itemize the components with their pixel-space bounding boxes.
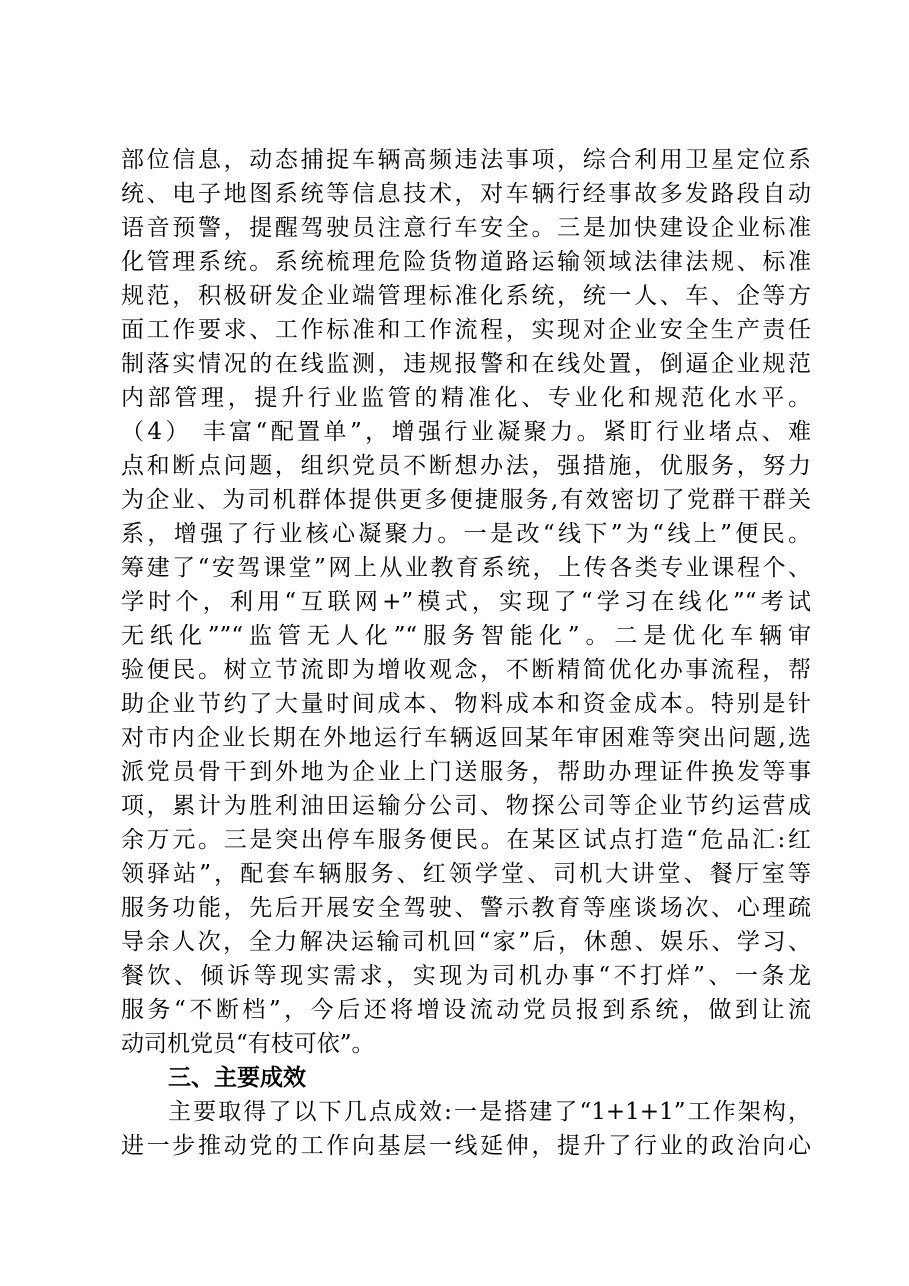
text-line: 服务“不断档”，今后还将增设流动党员报到系统，做到让流	[121, 997, 811, 1023]
text-line: 面工作要求、工作标准和工作流程，实现对企业安全生产责任	[121, 317, 811, 343]
text-line: 主要取得了以下几点成效:一是搭建了“1+1+1”工作架构，	[168, 1099, 811, 1125]
text-line: 对市内企业长期在外地运行车辆返回某年审困难等突出问题,选	[121, 725, 811, 751]
text-line: 余万元。三是突出停车服务便民。在某区试点打造“危品汇:红	[121, 827, 811, 853]
text-line: （4） 丰富“配置单”，增强行业凝聚力。紧盯行业堵点、难	[121, 419, 811, 445]
text-line: 为企业、为司机群体提供更多便捷服务,有效密切了党群干群关	[121, 487, 811, 513]
text-line: 项，累计为胜利油田运输分公司、物探公司等企业节约运营成	[121, 793, 811, 819]
text-line: 部位信息，动态捕捉车辆高频违法事项，综合利用卫星定位系	[121, 147, 811, 173]
text-line: 学时个，利用“互联网+”模式，实现了“学习在线化”“考试	[121, 589, 811, 615]
text-line: 内部管理，提升行业监管的精准化、专业化和规范化水平。	[121, 385, 811, 411]
text-line: 餐饮、倾诉等现实需求，实现为司机办事“不打烊”、一条龙	[121, 963, 811, 989]
text-line: 无纸化””“监管无人化”“服务智能化”。二是优化车辆审	[121, 623, 811, 649]
text-line: 进一步推动党的工作向基层一线延伸，提升了行业的政治向心	[121, 1133, 811, 1159]
text-line: 服务功能，先后开展安全驾驶、警示教育等座谈场次、心理疏	[121, 895, 811, 921]
text-line: 化管理系统。系统梳理危险货物道路运输领域法律法规、标准	[121, 249, 811, 275]
text-line: 制落实情况的在线监测，违规报警和在线处置，倒逼企业规范	[121, 351, 811, 377]
text-line: 动司机党员“有枝可依”。	[121, 1031, 375, 1057]
text-line: 点和断点问题，组织党员不断想办法，强措施，优服务，努力	[121, 453, 811, 479]
text-line: 领驿站”，配套车辆服务、红领学堂、司机大讲堂、餐厅室等	[121, 861, 811, 887]
text-line: 规范，积极研发企业端管理标准化系统，统一人、车、企等方	[121, 283, 811, 309]
text-line: 验便民。树立节流即为增收观念，不断精简优化办事流程，帮	[121, 657, 811, 683]
text-line: 统、电子地图系统等信息技术，对车辆行经事故多发路段自动	[121, 181, 811, 207]
text-line: 派党员骨干到外地为企业上门送服务，帮助办理证件换发等事	[121, 759, 811, 785]
text-line: 助企业节约了大量时间成本、物料成本和资金成本。特别是针	[121, 691, 811, 717]
text-line: 筹建了“安驾课堂”网上从业教育系统，上传各类专业课程个、	[121, 555, 811, 581]
text-line: 语音预警，提醒驾驶员注意行车安全。三是加快建设企业标准	[121, 215, 811, 241]
text-line: 系，增强了行业核心凝聚力。一是改“线下”为“线上”便民。	[121, 521, 811, 547]
text-line: 导余人次，全力解决运输司机回“家”后，休憩、娱乐、学习、	[121, 929, 811, 955]
section-heading: 三、主要成效	[168, 1065, 306, 1091]
